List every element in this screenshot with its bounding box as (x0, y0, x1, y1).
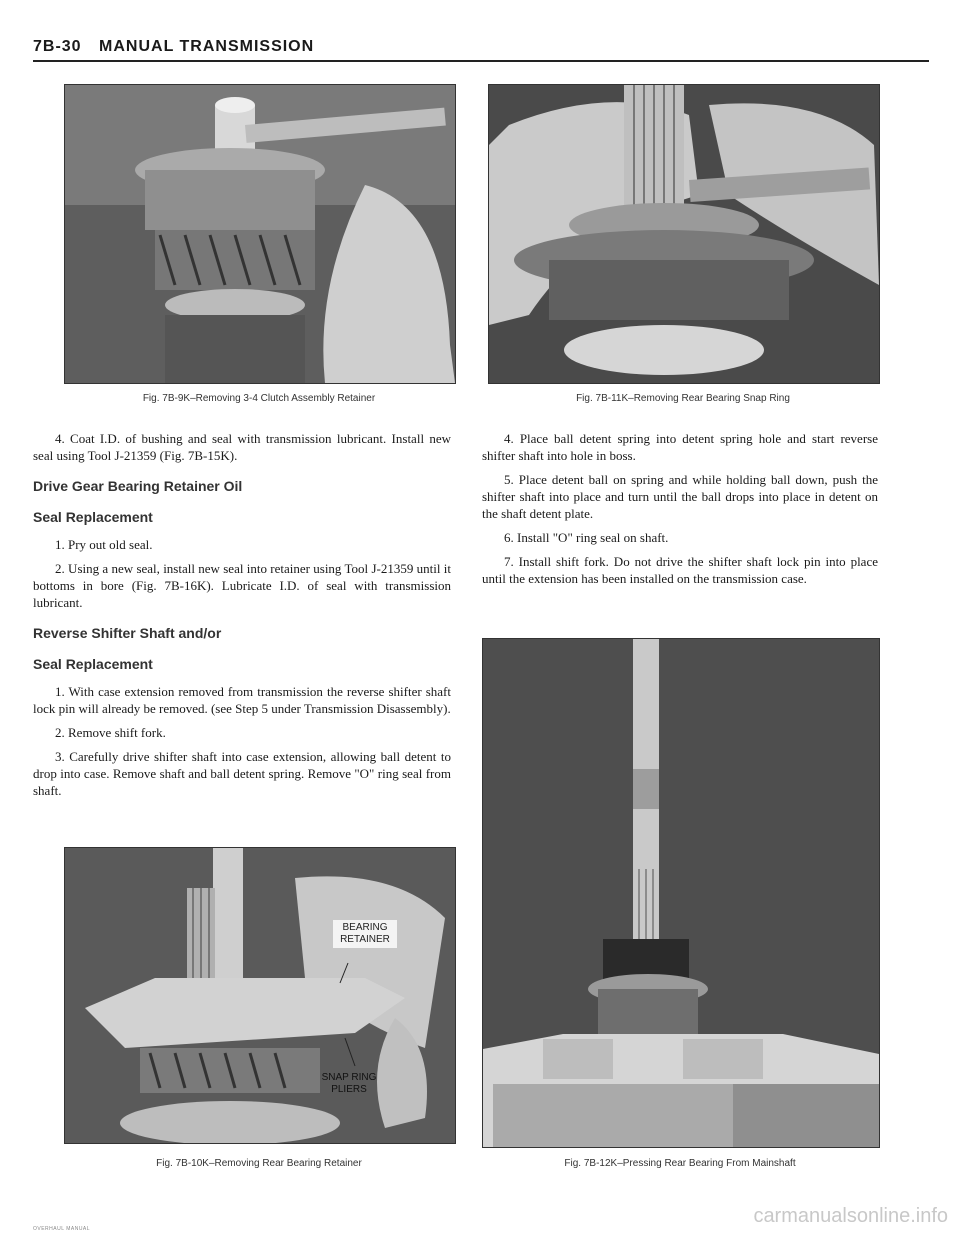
heading-drive-gear: Drive Gear Bearing Retainer Oil (33, 478, 243, 494)
figure-11k-photo (488, 84, 880, 384)
paragraph-rs-step3: 3. Carefully drive shifter shaft into case extension, allowing ball detent to drop into case. Remove shaft and ball detent spring. Remove "O" ring seal from shaft. (33, 749, 451, 798)
label-snap-ring-pliers: SNAP RING PLIERS (321, 1072, 377, 1095)
figure-10k-illustration (65, 848, 455, 1143)
figure-10k-caption: Fig. 7B-10K–Removing Rear Bearing Retainer (156, 1158, 362, 1169)
figure-9k-caption: Fig. 7B-9K–Removing 3-4 Clutch Assembly Retainer (142, 393, 376, 404)
left-column (33, 430, 451, 806)
figure-12k-caption: Fig. 7B-12K–Pressing Rear Bearing From Mainshaft (564, 1158, 796, 1169)
paragraph-right-step4: 4. Place ball detent spring into detent spring hole and start reverse shifter shaft into hole in boss. (482, 431, 878, 463)
paragraph-rs-step2: 2. Remove shift fork. (55, 725, 166, 740)
paragraph-dg-step2: 2. Using a new seal, install new seal into retainer using Tool J-21359 until it bottoms in bore (Fig. 7B-16K). Lubricate I.D. of seal with transmission lubricant. (33, 561, 451, 610)
figure-9k-photo (64, 84, 456, 384)
paragraph-right-step7: 7. Install shift fork. Do not drive the shifter shaft lock pin into place until the extension has been installed on the transmission case. (482, 554, 878, 586)
footer-manual-name: OVERHAUL MANUAL (33, 1226, 91, 1232)
figure-11k-caption: Fig. 7B-11K–Removing Rear Bearing Snap Ring (576, 393, 790, 404)
watermark: carmanualsonline.info (753, 1205, 948, 1227)
figure-10k-photo (64, 847, 456, 1144)
right-column (482, 430, 878, 594)
paragraph-right-step6: 6. Install "O" ring seal on shaft. (504, 530, 669, 545)
figure-11k-illustration (489, 85, 879, 383)
paragraph-dg-step1: 1. Pry out old seal. (55, 537, 153, 552)
paragraph-seal-step4: 4. Coat I.D. of bushing and seal with transmission lubricant. Install new seal using Tool J-21359 (Fig. 7B-15K). (33, 431, 451, 463)
figure-12k-photo (482, 638, 880, 1148)
figure-12k-illustration (483, 639, 879, 1147)
paragraph-right-step5: 5. Place detent ball on spring and while holding ball down, push the shifter shaft into place and turn until the ball drops into place in detent on the shaft detent plate. (482, 472, 878, 521)
page-number: 7B-30 (33, 38, 82, 55)
heading-seal-replacement-2: Seal Replacement (33, 656, 153, 672)
figure-9k-illustration (65, 85, 455, 383)
heading-seal-replacement-1: Seal Replacement (33, 509, 153, 525)
paragraph-rs-step1: 1. With case extension removed from transmission the reverse shifter shaft lock pin will already be removed. (see Step 5 under Transmission Disassembly). (33, 684, 451, 716)
heading-reverse-shifter: Reverse Shifter Shaft and/or (33, 625, 222, 641)
label-bearing-retainer: BEARING RETAINER (333, 920, 397, 948)
page-header (33, 38, 929, 62)
section-title: MANUAL TRANSMISSION (99, 38, 315, 55)
